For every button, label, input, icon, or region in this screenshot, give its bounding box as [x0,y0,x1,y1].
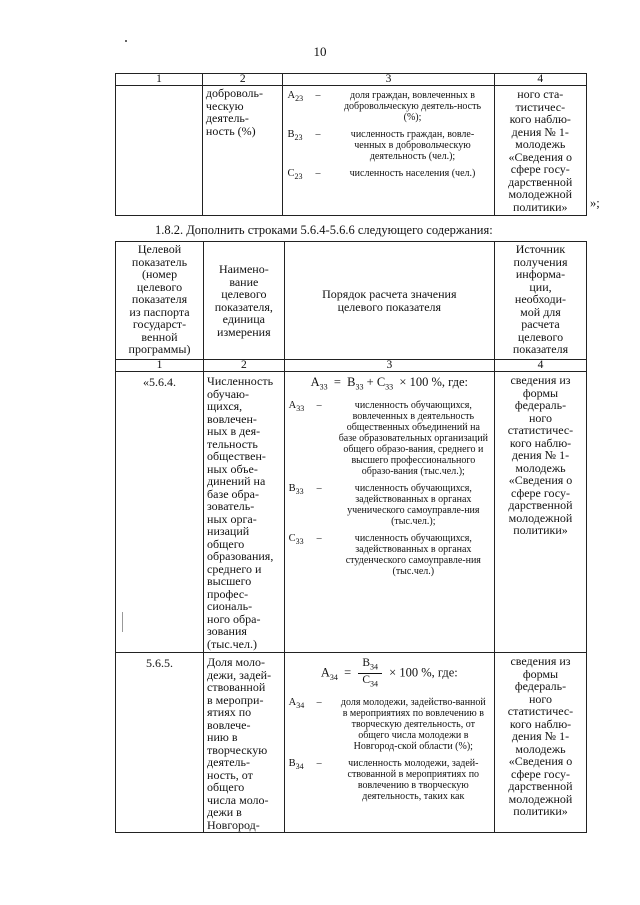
source-text: сведения из формы федераль- ного статистичес- кого наблю- дения № 1- молодежь «Сведения о сфере госу- дарственной молодежной политики» [507,373,574,537]
source-cell [494,372,586,653]
definition-text: доля молодежи, задейство-ванной в мероприятиях по вовлечению в творческую деятельность, от общего числа молодежи в Новгород-ской области (%); [340,696,486,752]
row-number: 5.6.5. [146,656,173,670]
table-row [116,372,587,653]
intro-paragraph: 1.8.2. Дополнить строками 5.6.4-5.6.6 следующего содержания: [155,223,493,237]
formula [285,376,494,394]
formula-b: В [347,375,356,389]
empty-cell [116,86,203,216]
table-row [116,653,587,833]
definition-dash: – [316,757,322,769]
formula-plus: + [366,375,374,389]
formula-tail: × 100 %, где: [399,375,469,389]
definition-dash: – [315,129,321,140]
column-number-row [116,74,587,86]
header-col3-text: Порядок расчета значения целевого показателя [322,287,457,314]
definition-symbol: $С_{33}$ [288,533,304,547]
row-number: «5.6.4. [143,375,176,389]
definition-text: численность обучающихся, задействованных в органах студенческого самоуправле-ния (тыс.чел.) [345,533,481,577]
definition-text: численность граждан, вовле-ченных в добровольческую деятельность (чел.); [350,129,475,162]
formula-a: А [320,665,330,680]
source-cell [494,653,586,833]
source-cell [494,86,586,216]
header-row [116,242,587,360]
definitions-list [285,400,494,577]
formula-a-sub: 34 [329,673,338,683]
col-number: 1 [116,360,204,372]
definition-symbol: $А_{33}$ [288,400,305,414]
definition-symbol: $А_{23}$ [287,90,304,104]
denominator-symbol: С [362,674,371,687]
denominator-sub: 34 [370,679,379,689]
col-number: 1 [116,74,203,86]
formula-c: С [376,375,386,389]
formula-b-sub: 33 [355,382,364,392]
definition-item [289,533,488,577]
header-col2 [204,242,285,360]
definition-symbol: $В_{33}$ [288,483,304,497]
formula-eq: = [333,375,341,389]
definition-symbol: $В_{34}$ [288,757,304,771]
indicator-name: Численность обучаю- щихся, вовлечен- ных в дея- тельность обществен- ных объе- динений на базе обра- зователь- ных орга- низаций общего образования, среднего и высшего профес- сиональ- ного обра- зования (тыс.чел.) [207,374,274,651]
indicator-name-cell [202,86,283,216]
definition-dash: – [316,696,322,708]
indicator-name-cell [204,372,285,653]
page-number: 10 [313,44,327,59]
formula-eq: = [344,665,352,680]
definitions-list [285,697,494,802]
header-col4 [494,242,586,360]
definition-text: численность обучающихся, задействованных в органах ученического самоуправле-ния (тыс.чел.); [347,483,480,527]
formula-a: А [310,375,320,389]
calc-cell [284,653,494,833]
definition-item [287,129,487,162]
col-number: 2 [204,360,285,372]
definition-dash: – [315,168,321,179]
source-text: ного ста- тистичес- кого наблю- дения № 1- молодежь «Сведения о сфере госу- дарственной молодежной политики» [508,87,573,214]
col-number: 3 [284,360,494,372]
fraction-numerator [358,657,382,674]
definition-item [289,483,488,527]
definitions-list [283,86,493,182]
definition-text: доля граждан, вовлеченных в добровольческую деятель-ность (%); [343,90,482,123]
formula-tail: × 100 %, где: [389,665,458,680]
definition-dash: – [316,483,322,494]
definition-item [289,400,488,477]
header-col4-text: Источник получения информа- ции, необходи- мой для расчета целевого показателя [512,242,569,356]
table-row [116,86,587,216]
formula-a-sub: 33 [319,382,328,392]
header-col1-text: Целевой показатель (номер целевого показателя из паспорта государст- венной программы) [128,242,191,356]
calc-cell [283,86,494,216]
numerator-sub: 34 [370,662,379,672]
indicator-name: доброволь- ческую деятель- ность (%) [205,86,264,138]
column-number-row [116,360,587,372]
definition-dash: – [316,400,322,411]
formula-c-sub: 33 [385,382,394,392]
fraction-denominator [358,674,382,690]
header-col1 [116,242,204,360]
row-number-cell [116,372,204,653]
scan-dot [125,40,127,42]
indicator-name-cell [204,653,285,833]
definition-item [289,697,488,752]
definition-item [289,758,488,802]
indicator-name: Доля моло- дежи, задей- ствованной в меропри- ятиях по вовлече- нию в творческую деятель- ность, от общего числа моло- дежи в Новгород- [207,655,272,832]
definition-dash: – [315,90,321,101]
definition-text: численность обучающихся, вовлеченных в деятельность общественных объединений на базе образовательных организаций общего образо-вания, среднего и высшего профессионального образо-вания (тыс.чел.); [338,400,488,477]
definition-text: численность населения (чел.) [349,168,476,179]
col-number: 2 [202,74,283,86]
top-table [115,73,587,216]
definition-symbol: $А_{34}$ [288,696,305,710]
numerator-symbol: В [362,657,371,669]
calc-cell [284,372,494,653]
col-number: 4 [494,74,586,86]
header-col3 [284,242,494,360]
scan-mark [122,612,123,632]
formula-fraction [358,657,382,691]
formula [285,657,494,691]
row-number-cell [116,653,204,833]
definition-item [287,168,487,182]
definition-dash: – [316,533,322,544]
header-col2-text: Наимено- вание целевого показателя, единица измерения [214,262,273,339]
definition-symbol: $В_{23}$ [287,129,303,143]
closing-quote: »; [590,196,600,210]
main-table [115,241,587,833]
col-number: 3 [283,74,494,86]
col-number: 4 [494,360,586,372]
definition-text: численность молодежи, задей-ствованной в мероприятиях по вовлечению в творческую деятельность, таких как [347,757,480,802]
definition-symbol: $С_{23}$ [287,168,303,182]
source-text: сведения из формы федераль- ного статистичес- кого наблю- дения № 1- молодежь «Сведения о сфере госу- дарственной молодежной политики» [507,654,574,818]
definition-item [287,90,487,123]
